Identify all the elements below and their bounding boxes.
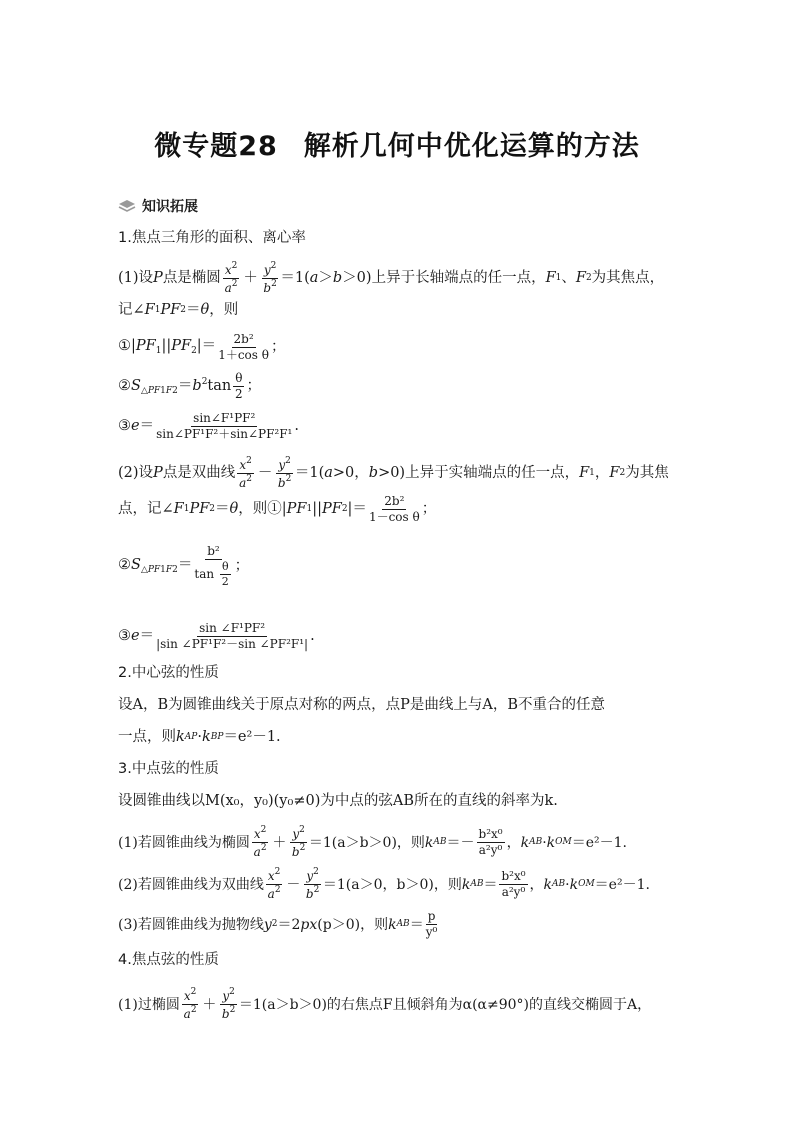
fraction: $\frac{\text{2b²}}{\text{1－cos θ}}$ <box>368 494 420 525</box>
fraction: $\frac{\text{b²x⁰}}{\text{a²y⁰}}$ <box>478 827 503 858</box>
fraction: $\frac{\text{sin ∠F¹PF²}}{\text{|sin ∠PF¹F²－sin ∠PF²F¹|}}$ <box>156 621 309 652</box>
fraction: $\frac{\text{2b²}}{\text{1＋cos θ}}$ <box>218 332 269 363</box>
heading-4: 4.焦点弦的性质 <box>118 952 219 968</box>
s1-item3: ③e＝ $\frac{\text{sin∠F¹PF²}}{\text{sin∠PF¹F²＋sin∠PF²F¹}}$ . <box>118 411 299 442</box>
fraction: $\frac{x^2}{a^2}$ <box>183 987 197 1022</box>
fraction: $\frac{\text{b²x⁰}}{\text{a²y⁰}}$ <box>501 869 526 900</box>
fraction: $\frac{x^2}{a^2}$ <box>239 456 253 491</box>
section-header <box>118 196 198 216</box>
fraction: $\frac{x^2}{a^2}$ <box>267 867 281 902</box>
s1-item6: ③e＝ $\frac{\text{sin ∠F¹PF²}}{\text{|sin ∠PF¹F²－sin ∠PF²F¹|}}$ . <box>118 621 315 652</box>
fraction: $\frac{p}{\text{y⁰}}$ <box>425 909 438 940</box>
s2-line1: 设A，B为圆锥曲线关于原点对称的两点，点P是曲线上与A，B不重合的任意 <box>118 697 606 713</box>
fraction: b² tan $\frac{\theta}{2}$ <box>194 544 229 589</box>
s1-p1-line1: (1)设 P 点是椭圆 $\frac{x^2}{a^2}$ ＋ $\frac{y^2}{b^2}$ ＝1(a＞b＞0) 上异于长轴端点的任一点， F 1 、 F 2 为其焦点， <box>118 261 665 296</box>
title-left: 微专题28 <box>154 131 278 162</box>
s3-line4: (3)若圆锥曲线为抛物线 y 2 ＝2 px (p＞0)，则 k AB ＝ $\frac{p}{\text{y⁰}}$ <box>118 909 438 940</box>
fraction: $\frac{y^2}{b^2}$ <box>277 456 292 491</box>
page-title <box>0 124 794 163</box>
s1-item5: $②S_{\triangle PF1F2}=$ b² tan $\frac{\theta}{2}$ ； <box>118 544 250 589</box>
title-right: 解析几何中优化运算的方法 <box>303 131 640 162</box>
s2-line2: 一点，则 k AP · k BP ＝e²－1. <box>118 729 281 745</box>
s1-p2-line2: 点，记∠ F 1 PF 2 ＝ θ ，则① | PF 1 || PF 2 |＝ $\frac{\text{2b²}}{\text{1－cos θ}}$ ； <box>118 494 437 525</box>
heading-3: 3.中点弦的性质 <box>118 761 219 777</box>
fraction: $\frac{x^2}{a^2}$ <box>253 825 267 860</box>
s3-line3: (2)若圆锥曲线为双曲线 $\frac{x^2}{a^2}$ － $\frac{y^2}{b^2}$ ＝1(a＞0，b＞0)，则 k AB ＝ $\frac{\text{b²x⁰}}{\text{a²y⁰}}$ ， k AB · k OM ＝e²－1. <box>118 867 650 902</box>
s1-p1-line2: 记∠ F 1 PF 2 ＝ θ ，则 <box>118 302 239 318</box>
section-label: 知识拓展 <box>142 199 198 215</box>
s4-line1: (1)过椭圆 $\frac{x^2}{a^2}$ ＋ $\frac{y^2}{b^2}$ ＝1(a＞b＞0)的右焦点F且倾斜角为α(α≠90°)的直线交椭圆于A， <box>118 987 652 1022</box>
fraction: $\frac{\text{sin∠F¹PF²}}{\text{sin∠PF¹F²＋sin∠PF²F¹}}$ <box>156 411 293 442</box>
s3-line1: 设圆锥曲线以M(x₀，y₀)(y₀≠0)为中点的弦AB所在的直线的斜率为k. <box>118 793 558 809</box>
heading-1: 1.焦点三角形的面积、离心率 <box>118 230 306 246</box>
heading-2: 2.中心弦的性质 <box>118 665 219 681</box>
fraction: $\frac{x^2}{a^2}$ <box>224 261 238 296</box>
s1-item2: $②S_{\triangle PF1F2}=b^2\tan$ $\frac{\theta}{2}$ ； <box>118 371 261 402</box>
s1-item1: $①|PF_1||PF_2|=$ $\frac{\text{2b²}}{\text{1＋cos θ}}$ ； <box>118 332 286 363</box>
fraction: $\frac{y^2}{b^2}$ <box>305 867 320 902</box>
stack-layers-icon <box>118 199 136 213</box>
fraction: $\frac{y^2}{b^2}$ <box>291 825 306 860</box>
fraction: $\frac{\theta}{2}$ <box>235 371 243 402</box>
fraction: $\frac{y^2}{b^2}$ <box>221 987 236 1022</box>
s1-p2-line1: (2)设 P 点是双曲线 $\frac{x^2}{a^2}$ － $\frac{y^2}{b^2}$ ＝1(a>0，b>0) 上异于实轴端点的任一点， F 1 ， F 2 为其焦 <box>118 456 669 491</box>
fraction: $\frac{y^2}{b^2}$ <box>263 261 277 296</box>
s3-line2: (1)若圆锥曲线为椭圆 $\frac{x^2}{a^2}$ ＋ $\frac{y^2}{b^2}$ ＝1(a＞b＞0)，则 k AB ＝－ $\frac{\text{b²x⁰}}{\text{a²y⁰}}$ ， k AB · k OM ＝e²－1. <box>118 825 628 860</box>
